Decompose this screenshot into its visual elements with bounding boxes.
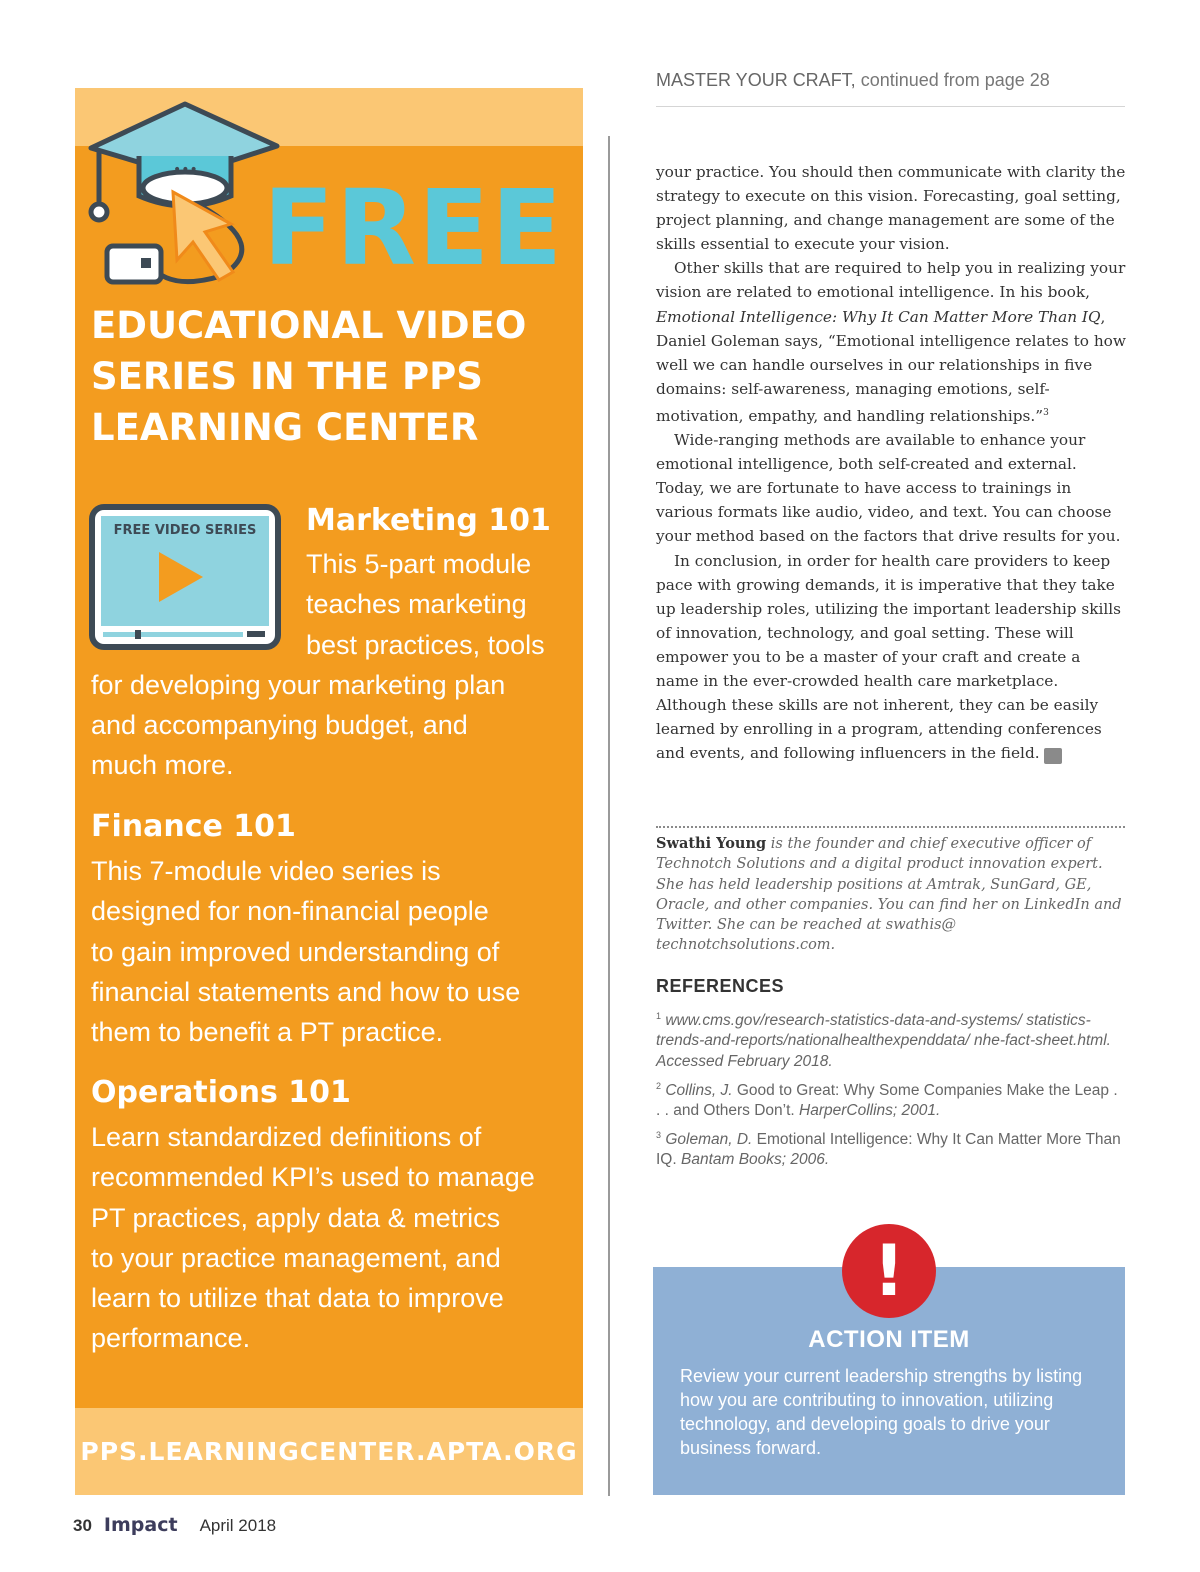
exclamation-icon: !	[842, 1224, 936, 1318]
continued-rest: continued from page 28	[855, 70, 1050, 90]
ad-headline	[91, 300, 581, 453]
article-paragraph-2	[656, 256, 1126, 428]
author-bio	[656, 834, 1126, 956]
article-paragraph-1: your practice. You should then communicate with clarity the strategy to execute on this vision. Forecasting, goal setting, project planning, and change management are some of the skills essential to execute your vision.	[656, 163, 1126, 254]
book-title: Emotional Intelligence: Why It Can Matter More Than IQ	[656, 307, 1101, 326]
finance-line-2: designed for non-financial people	[91, 896, 489, 927]
graduation-cap-cursor-icon	[81, 96, 291, 296]
marketing-line-6: much more.	[91, 750, 234, 781]
ref-1-text: www.cms.gov/research-statistics-data-and-systems/ statistics-trends-and-reports/nationalhealthexpenddata/ nhe-fact-sheet.html. Accessed February 2018.	[656, 1012, 1111, 1070]
header-rule	[656, 106, 1125, 107]
page-number: 30	[73, 1516, 92, 1535]
reference-3	[656, 1125, 1126, 1171]
course-text-marketing	[91, 544, 571, 786]
magazine-brand: Impact	[103, 1514, 178, 1536]
issue-date: April 2018	[199, 1516, 277, 1535]
course-text-operations	[91, 1117, 571, 1359]
finance-line-1: This 7-module video series is	[91, 856, 441, 886]
operations-line-5: learn to utilize that data to improve	[91, 1283, 504, 1314]
course-title-finance: Finance 101	[91, 809, 296, 844]
operations-line-1: Learn standardized definitions of	[91, 1122, 482, 1152]
references-heading: REFERENCES	[656, 976, 785, 996]
video-badge-text: FREE VIDEO SERIES	[113, 523, 257, 538]
reference-1	[656, 1006, 1126, 1072]
ad-headline-line-2: SERIES IN THE PPS	[91, 355, 483, 398]
article-paragraph-3: Wide-ranging methods are available to enhance your emotional intelligence, both self-created and external. Today, we are fortunate to have access to trainings in various formats like audio, video, and text. You can choose your method based on the factors that drive results for you.	[656, 431, 1121, 546]
course-text-finance	[91, 851, 571, 1052]
course-title-marketing: Marketing 101	[306, 503, 551, 538]
marketing-line-3: best practices, tools	[306, 629, 545, 660]
ref-2-title: Good to Great: Why Some Companies Make the Leap . . . and Others Don’t.	[656, 1082, 1118, 1120]
ref-num-1: 1	[656, 1011, 662, 1021]
ref-3-title: Emotional Intelligence: Why It Can Matter More Than IQ.	[656, 1131, 1121, 1169]
ref-3-author: Goleman, D.	[665, 1131, 753, 1148]
action-item-title: ACTION ITEM	[808, 1326, 970, 1353]
p2-text-a: Other skills that are required to help you in realizing your vision are related to emotional intelligence. In his book,	[656, 259, 1126, 302]
ad-headline-line-1: EDUCATIONAL VIDEO	[91, 304, 527, 347]
marketing-line-4: for developing your marketing plan	[91, 669, 506, 700]
page-footer	[73, 1514, 276, 1536]
ref-2-author: Collins, J.	[665, 1082, 733, 1099]
finance-line-3: to gain improved understanding of	[91, 936, 500, 967]
article-body	[656, 160, 1126, 765]
ref-num-2: 2	[656, 1081, 662, 1091]
column-divider	[608, 136, 610, 1496]
marketing-line-5: and accompanying budget, and	[91, 710, 468, 741]
ref-num-3: 3	[656, 1130, 662, 1140]
footnote-ref-3: 3	[1043, 407, 1049, 418]
ref-2-publisher: HarperCollins; 2001.	[799, 1102, 941, 1120]
operations-line-4: to your practice management, and	[91, 1242, 501, 1273]
course-title-operations: Operations 101	[91, 1075, 351, 1110]
p2-text-b: , Daniel Goleman says, “Emotional intelligence relates to how well we can handle ourselves in our relationships in five domains: self-awareness, managing emotions, self-motivation, empathy, and handling relationships.”	[656, 307, 1126, 425]
finance-line-5: them to benefit a PT practice.	[91, 1017, 444, 1048]
action-item-text: Review your current leadership strengths by listing how you are contributing to innovation, utilizing technology, and developing goals to drive your business forward.	[680, 1366, 1083, 1458]
bio-divider	[656, 826, 1125, 828]
article-paragraph-4	[656, 549, 1126, 766]
p4-text: In conclusion, in order for health care providers to keep pace with growing demands, it is imperative that they take up leadership roles, utilizing the important leadership skills of innovation, technology, and goal setting. These will empower you to be a master of your craft and create a name in the ever-crowded health care marketplace. Although these skills are not inherent, they can be easily learned by enrolling in a program, attending conferences and events, and following influencers in the field.	[656, 551, 1122, 763]
ref-3-publisher: Bantam Books; 2006.	[680, 1151, 830, 1169]
operations-line-3: PT practices, apply data & metrics	[91, 1202, 501, 1233]
marketing-line-1: This 5-part module	[306, 549, 532, 579]
continued-lead: MASTER YOUR CRAFT,	[656, 70, 856, 90]
operations-line-2: recommended KPI’s used to manage	[91, 1162, 535, 1193]
marketing-line-2: teaches marketing	[306, 589, 527, 620]
learning-center-ad	[75, 88, 583, 1495]
ad-headline-line-3: LEARNING CENTER	[91, 406, 479, 449]
end-mark-icon: I	[1044, 748, 1062, 764]
finance-line-4: financial statements and how to use	[91, 976, 521, 1007]
bio-text: is the founder and chief executive officer of Technotch Solutions and a digital product innovation expert. She has held leadership positions at Amtrak, SunGard, GE, Oracle, and other companies. You can find her on LinkedIn and Twitter. She can be reached at swathis@ technotchsolutions.com.	[656, 836, 1122, 954]
reference-2	[656, 1076, 1126, 1122]
ad-url-link[interactable]: PPS.LEARNINGCENTER.APTA.ORG	[80, 1437, 578, 1466]
free-heading: FREE	[263, 167, 565, 289]
svg-text:•••: •••	[173, 162, 198, 178]
author-name: Swathi Young	[656, 835, 767, 852]
continued-line	[656, 70, 1050, 91]
operations-line-6: performance.	[91, 1323, 251, 1354]
